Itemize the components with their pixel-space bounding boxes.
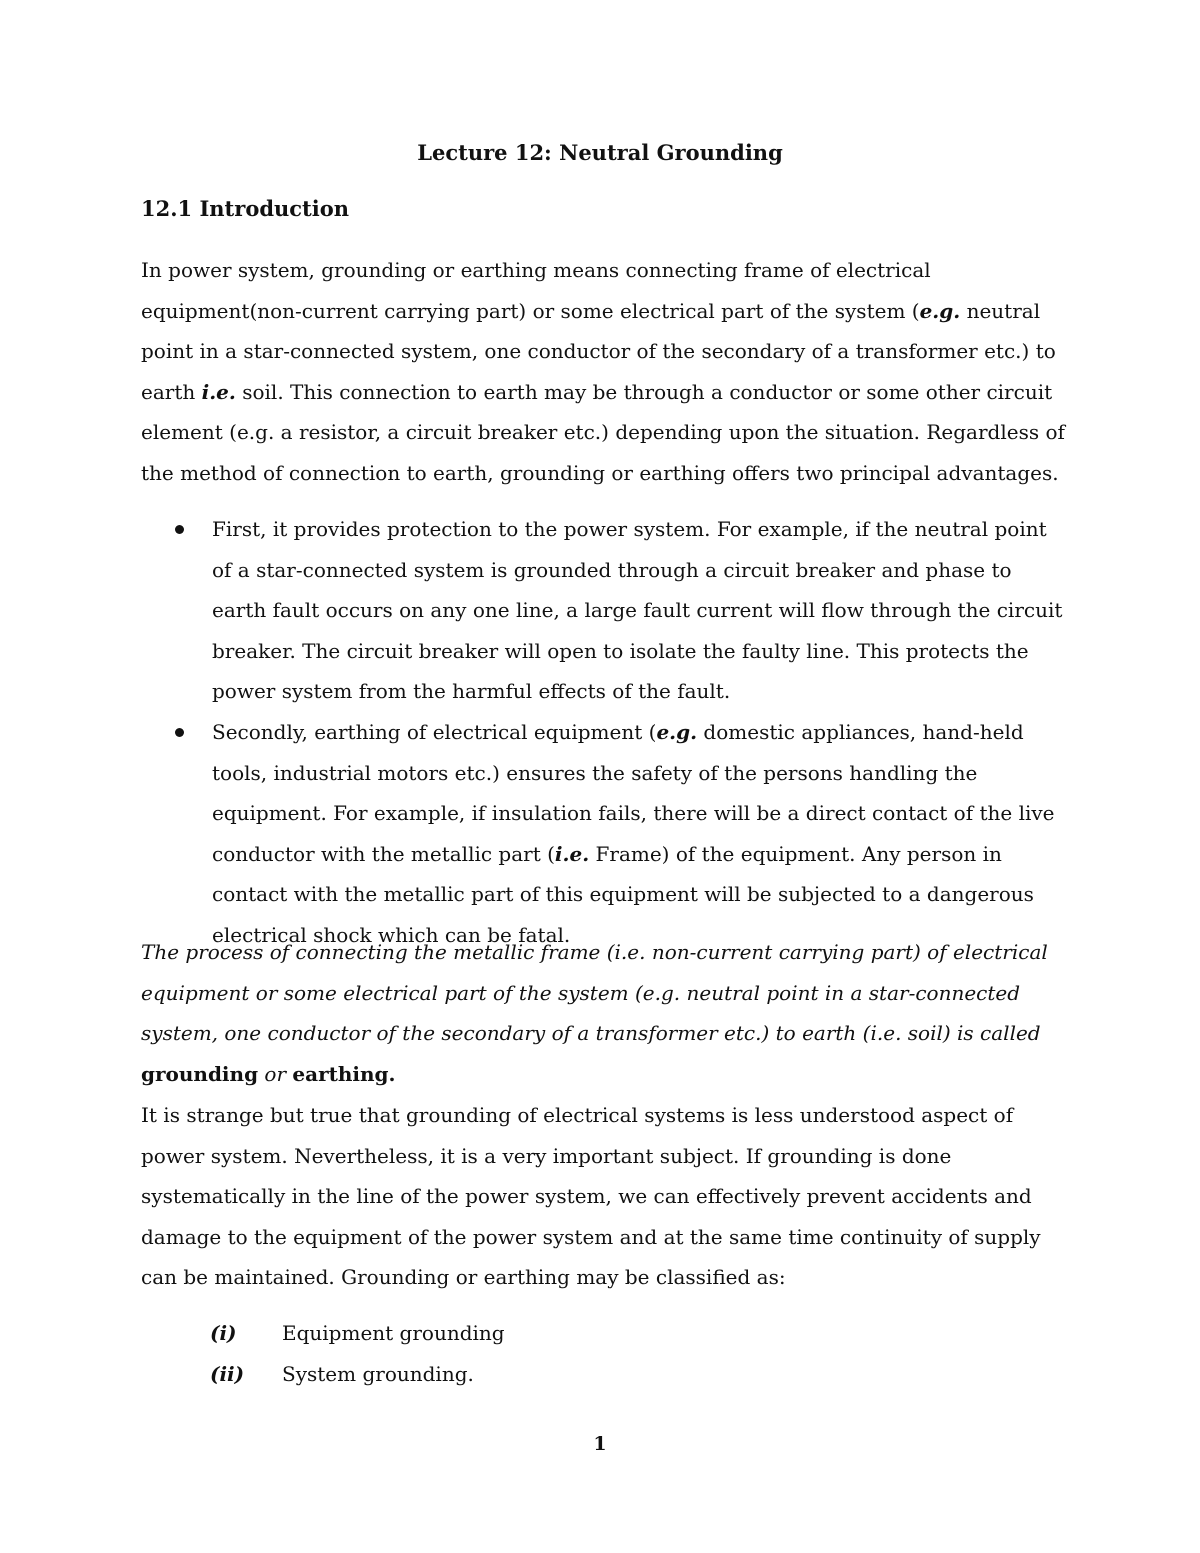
classification-list: [210, 1313, 505, 1394]
list-numeral: (i): [210, 1321, 237, 1345]
intro-text-3: soil. This connection to earth may be through a conductor or some other circuit element (e.g. a resistor, a circuit breaker etc.) depending upon the situation. Regardless of the method of connection to earth, grounding or earthing offers two principal advantages.: [141, 379, 1065, 485]
list-item: [141, 509, 1066, 712]
bullet-text-2: domestic appliances, hand-held tools, industrial motors etc.) ensures the safety of the persons handling the equipment. For example, if insulation fails, there will be a direct contact of the live conductor with the metallic part (: [212, 719, 1055, 866]
bullet-eg: e.g.: [656, 719, 698, 744]
page-number: 1: [593, 1433, 607, 1455]
intro-ie: i.e.: [201, 379, 236, 404]
intro-paragraph: [141, 250, 1066, 494]
definition-text: The process of connecting the metallic frame (i.e. non-current carrying part) of electrical equipment or some electrical part of the system (e.g. neutral point in a star-connected system, one conductor of the secondary of a transformer etc.) to earth (i.e. soil) is called: [141, 940, 1048, 1046]
advantages-list: [141, 509, 1066, 956]
list-label: Equipment grounding: [282, 1321, 505, 1345]
list-numeral: (ii): [210, 1361, 245, 1386]
section-heading: 12.1 Introduction: [141, 196, 350, 221]
bullet-text-3: Frame) of the equipment. Any person in contact with the metallic part of this equipment will be subjected to a dangerous electrical shock which can be fatal.: [212, 841, 1034, 947]
bullet-ie: i.e.: [554, 841, 590, 866]
definition-term-earthing: earthing.: [292, 1061, 396, 1086]
bullet-text: First, it provides protection to the power system. For example, if the neutral point of a star-connected system is grounded through a circuit breaker and phase to earth fault occurs on any one line, a large fault current will flow through the circuit breaker. The circuit breaker will open to isolate the faulty line. This protects the power system from the harmful effects of the fault.: [212, 517, 1063, 704]
list-label: System grounding.: [282, 1361, 474, 1386]
definition-paragraph: [141, 932, 1066, 1094]
definition-term-grounding: grounding: [141, 1061, 259, 1086]
definition-or: or: [258, 1061, 293, 1086]
page-title: Lecture 12: Neutral Grounding: [417, 140, 783, 165]
bullet-icon: [175, 728, 184, 737]
intro-eg: e.g.: [919, 298, 961, 323]
list-item: [141, 712, 1066, 956]
bullet-text-1: Secondly, earthing of electrical equipment (: [212, 719, 657, 744]
intro-text-2: neutral point in a star-connected system, one conductor of the secondary of a transformer etc.) to earth: [141, 298, 1056, 404]
bullet-icon: [175, 525, 184, 534]
list-item: [210, 1313, 505, 1354]
body-paragraph: It is strange but true that grounding of electrical systems is less understood aspect of power system. Nevertheless, it is a very important subject. If grounding is done systematically in the line of the power system, we can effectively prevent accidents and damage to the equipment of the power system and at the same time continuity of supply can be maintained. Grounding or earthing may be classified as:: [141, 1103, 1041, 1290]
intro-text-1: In power system, grounding or earthing means connecting frame of electrical equipment(non-current carrying part) or some electrical part of the system (: [141, 258, 931, 323]
list-item: [210, 1354, 505, 1395]
